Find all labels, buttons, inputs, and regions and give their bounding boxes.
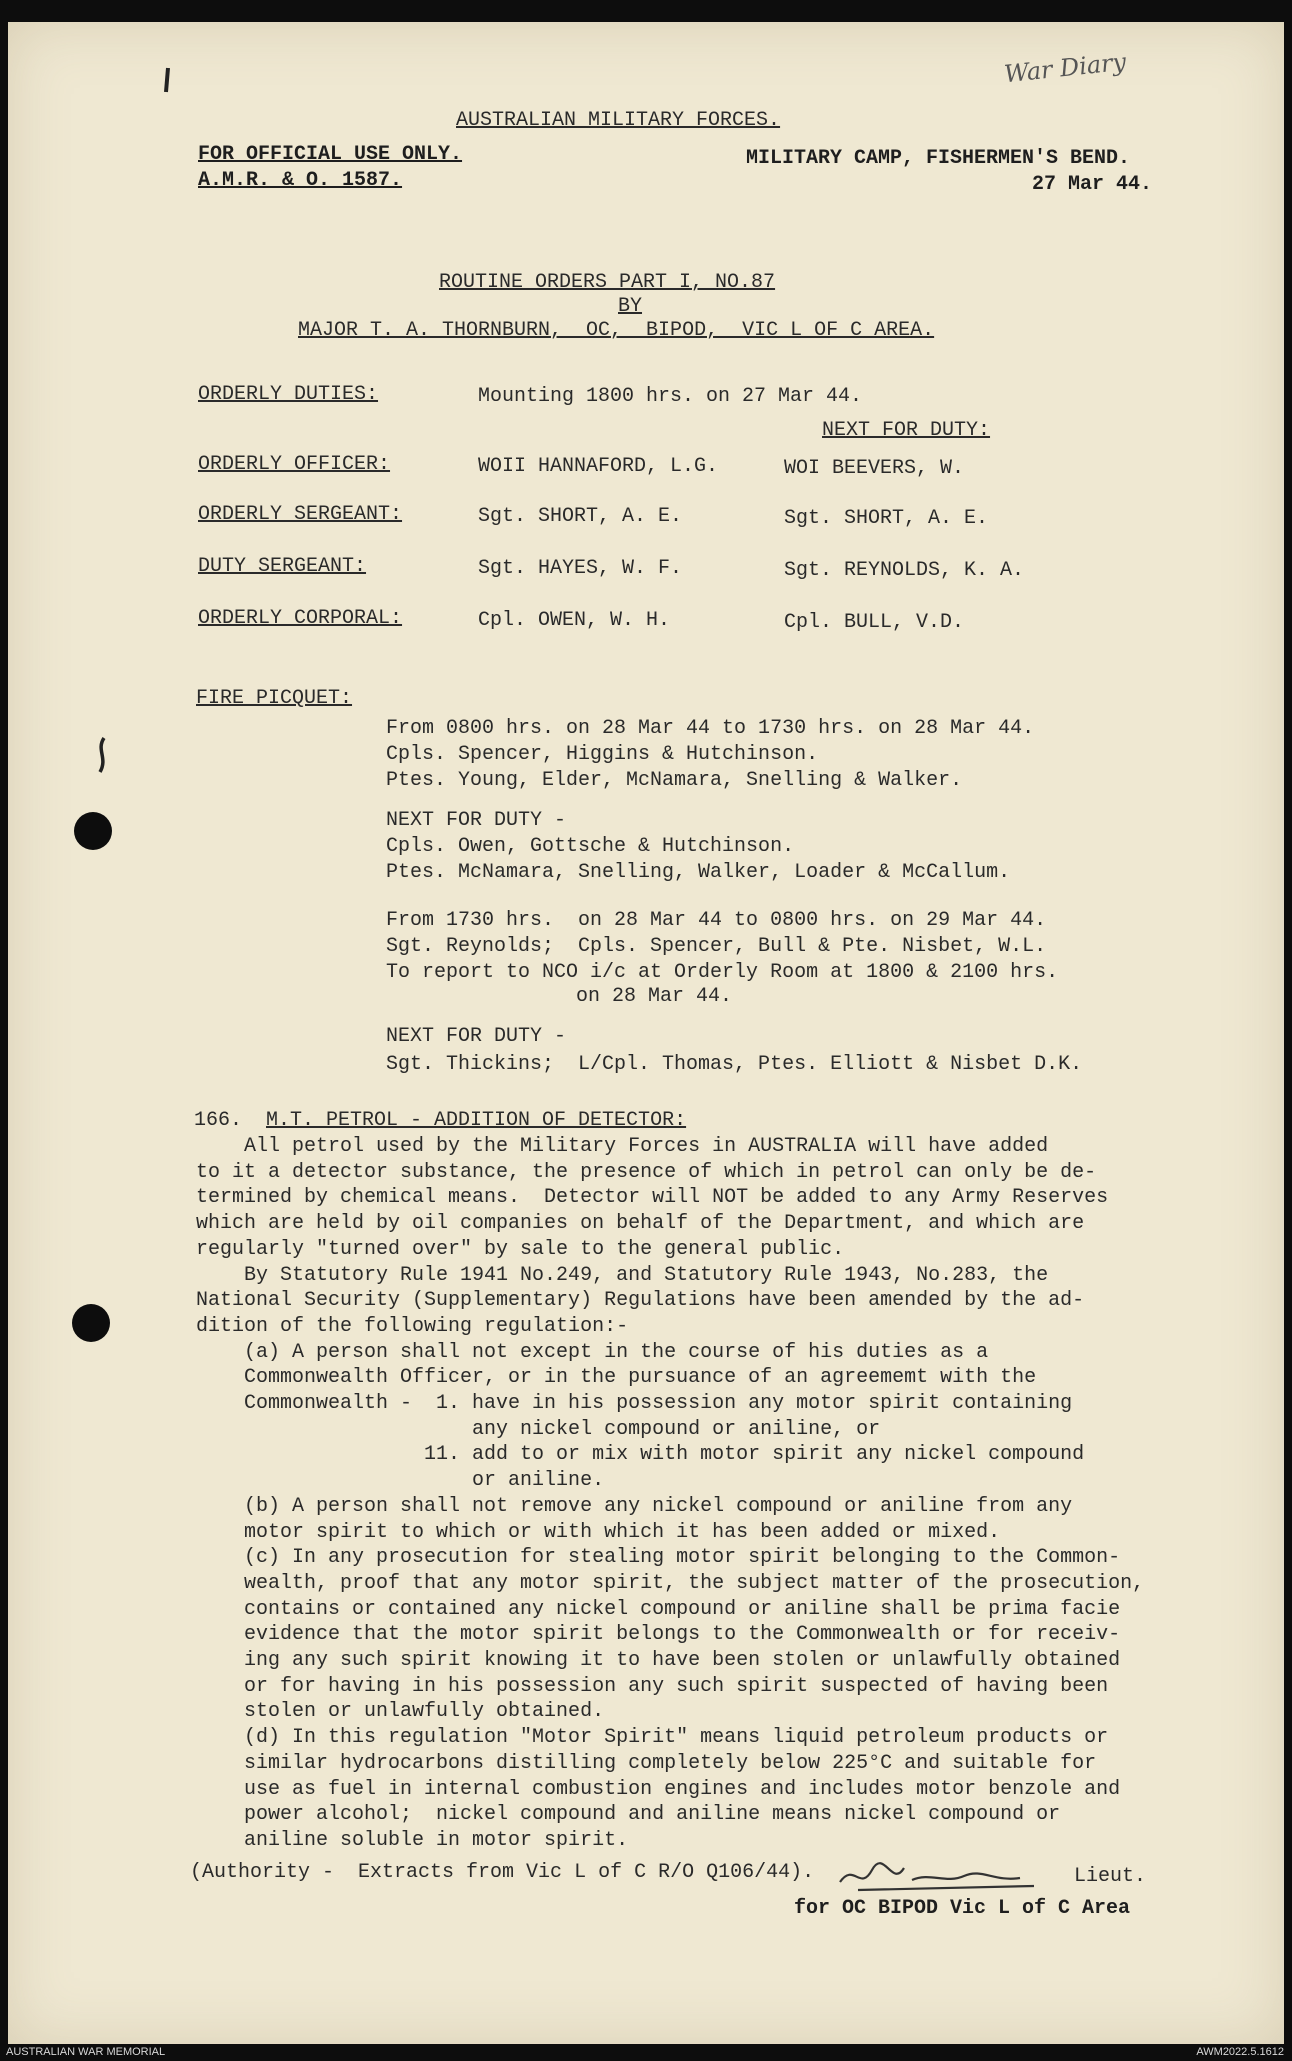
section-body-line: which are held by oil companies on behalf of the Department, and which are [196,1212,1085,1236]
mounting-time: Mounting 1800 hrs. on 27 Mar 44. [478,385,863,408]
section-body-line: (c) In any prosecution for stealing motor spirit belonging to the Common- [196,1546,1121,1570]
duty-role: ORDERLY SERGEANT: [198,503,403,526]
duty-current: Sgt. HAYES, W. F. [478,557,683,580]
section-body-line: ing any such spirit knowing it to have been stolen or unlawfully obtained [196,1649,1121,1672]
duty-current: Sgt. SHORT, A. E. [478,505,683,528]
section-body-line: (b) A person shall not remove any nickel compound or aniline from any [196,1494,1073,1518]
section-body-line: or for having in his possession any such spirit suspected of having been [196,1674,1109,1698]
orders-officer: MAJOR T. A. THORNBURN, OC, BIPOD, VIC L OF C AREA. [298,319,935,342]
footer-left: AUSTRALIAN WAR MEMORIAL [6,2046,166,2058]
duty-role: ORDERLY CORPORAL: [198,607,403,630]
section-body-line: termined by chemical means. Detector will NOT be added to any Army Reserves [196,1186,1109,1210]
section-body-line: (a) A person shall not except in the course of his duties as a [196,1340,989,1364]
edge-mark [162,66,174,96]
next-for-duty-header: NEXT FOR DUTY: [822,419,991,442]
picquet-line: From 1730 hrs. on 28 Mar 44 to 0800 hrs. on 29 Mar 44. [386,909,1047,932]
signoff-line: for OC BIPOD Vic L of C Area [794,1897,1131,1920]
section-body-line: wealth, proof that any motor spirit, the subject matter of the prosecution, [196,1571,1145,1595]
picquet-line: Cpls. Owen, Gottsche & Hutchinson. [386,835,795,858]
duty-role: ORDERLY OFFICER: [198,453,391,476]
section-body-line: Commonwealth - 1. have in his possession any motor spirit containing [196,1392,1073,1415]
duty-next: Sgt. SHORT, A. E. [784,507,989,530]
section-body-line: Commonwealth Officer, or in the pursuance of an agreememt with the [196,1366,1037,1390]
section-body-line: similar hydrocarbons distilling completely below 225°C and suitable for [196,1751,1097,1775]
picquet-line: on 28 Mar 44. [576,985,733,1008]
fire-picquet-label: FIRE PICQUET: [196,687,353,710]
document-title: AUSTRALIAN MILITARY FORCES. [456,109,781,132]
picquet-line: Sgt. Reynolds; Cpls. Spencer, Bull & Pte. Nisbet, W.L. [386,935,1047,958]
picquet-line: Ptes. McNamara, Snelling, Walker, Loader & McCallum. [386,861,1011,884]
duty-next: Sgt. REYNOLDS, K. A. [784,559,1025,582]
section-body-line: stolen or unlawfully obtained. [196,1700,605,1724]
picquet-line: Cpls. Spencer, Higgins & Hutchinson. [386,743,819,766]
section-body-line: dition of the following regulation:- [196,1314,629,1338]
document-page [8,22,1284,2044]
orderly-duties-label: ORDERLY DUTIES: [198,383,379,406]
section-body-line: 11. add to or mix with motor spirit any nickel compound [196,1443,1085,1467]
section-body-line: regularly "turned over" by sale to the general public. [196,1237,845,1261]
section-body-line: use as fuel in internal combustion engines and includes motor benzole and [196,1777,1121,1801]
section-number: 166. [194,1109,243,1132]
orders-title: ROUTINE ORDERS PART I, NO.87 [439,271,776,294]
picquet-line: To report to NCO i/c at Orderly Room at 1800 & 2100 hrs. [386,961,1059,984]
section-body-line: any nickel compound or aniline, or [196,1417,881,1441]
section-body-line: All petrol used by the Military Forces in AUSTRALIA will have added [196,1135,1049,1158]
section-body-line: to it a detector substance, the presence of which in petrol can only be de- [196,1160,1097,1184]
duty-current: Cpl. OWEN, W. H. [478,609,671,632]
amr-reference: A.M.R. & O. 1587. [198,169,403,192]
punch-hole [74,812,112,850]
picquet-line: NEXT FOR DUTY - [386,1025,567,1048]
duty-current: WOII HANNAFORD, L.G. [478,455,719,478]
orders-by: BY [618,295,643,318]
camp-location: MILITARY CAMP, FISHERMEN'S BEND. [746,147,1131,170]
section-title: M.T. PETROL - ADDITION OF DETECTOR: [266,1109,687,1132]
section-body-line: or aniline. [196,1469,605,1493]
signatory-rank: Lieut. [1074,1865,1147,1888]
section-body-line: contains or contained any nickel compound or aniline shall be prima facie [196,1597,1121,1621]
duty-next: WOI BEEVERS, W. [784,457,965,480]
signature-scribble [834,1852,1094,1902]
official-use-label: FOR OFFICIAL USE ONLY. [198,143,463,166]
section-body-line: motor spirit to which or with which it has been added or mixed. [196,1520,1001,1544]
section-body-line: evidence that the motor spirit belongs to the Commonwealth or for receiv- [196,1623,1121,1647]
punch-hole [72,1304,110,1342]
section-body-line: power alcohol; nickel compound and aniline means nickel compound or [196,1803,1061,1827]
section-body-line: aniline soluble in motor spirit. [196,1828,629,1852]
section-body-line: (d) In this regulation "Motor Spirit" means liquid petroleum products or [196,1726,1109,1750]
duty-next: Cpl. BULL, V.D. [784,611,965,634]
picquet-line: Ptes. Young, Elder, McNamara, Snelling & Walker. [386,769,963,792]
duty-role: DUTY SERGEANT: [198,555,367,578]
picquet-line: NEXT FOR DUTY - [386,809,567,832]
picquet-line: From 0800 hrs. on 28 Mar 44 to 1730 hrs. on 28 Mar 44. [386,717,1035,740]
edge-mark [92,736,112,776]
handwritten-annotation: War Diary [1002,47,1128,89]
header-date: 27 Mar 44. [1032,173,1153,196]
authority-line: (Authority - Extracts from Vic L of C R/O Q106/44). [190,1861,815,1884]
section-body-line: By Statutory Rule 1941 No.249, and Statutory Rule 1943, No.283, the [196,1263,1049,1287]
section-body-line: National Security (Supplementary) Regulations have been amended by the ad- [196,1289,1085,1313]
footer-right: AWM2022.5.1612 [1196,2046,1284,2058]
picquet-line: Sgt. Thickins; L/Cpl. Thomas, Ptes. Elliott & Nisbet D.K. [386,1053,1083,1076]
